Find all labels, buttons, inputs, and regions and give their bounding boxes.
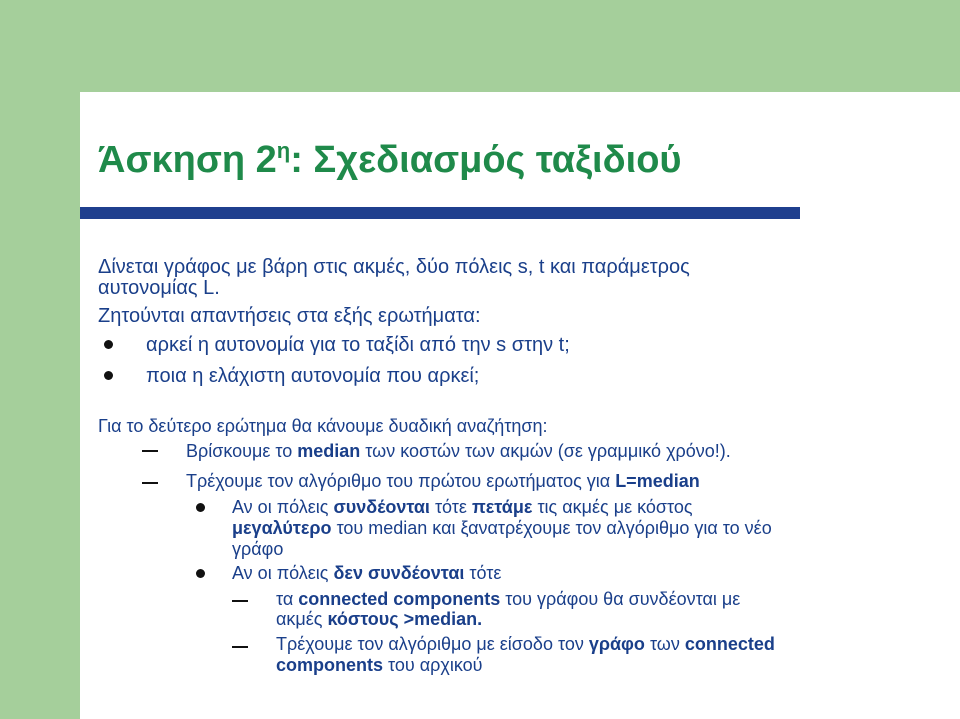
title-underline-bar [80,207,800,219]
bullet-dot-icon [196,503,205,512]
dash-bullet-icon [232,646,248,648]
sub-2-line-2: components του αρχικού [276,655,483,675]
bullet-dot-icon [104,371,113,380]
step-2: Τρέχουμε τον αλγόριθμο του πρώτου ερωτήματος για L=median [186,471,700,491]
case-1-line-3: γράφο [232,539,284,559]
top-decorative-band [80,0,960,92]
step-1: Βρίσκουμε το median των κοστών των ακμών (σε γραμμικό χρόνο!). [186,441,731,461]
dash-bullet-icon [142,482,158,484]
intro-line-1: Δίνεται γράφος με βάρη στις ακμές, δύο πόλεις s, t και παράμετρος [98,256,690,278]
case-1-line-1: Αν οι πόλεις συνδέονται τότε πετάμε τις ακμές με κόστος [232,497,693,517]
case-2: Αν οι πόλεις δεν συνδέονται τότε [232,563,502,583]
question-2: ποια η ελάχιστη αυτονομία που αρκεί; [146,365,480,387]
sub-2-line-1: Τρέχουμε τον αλγόριθμο με είσοδο τον γράφο των connected [276,634,775,654]
slide-title: Άσκηση $2^\eta$: Σχεδιασμός ταξιδιού [98,138,682,181]
dash-bullet-icon [142,450,158,452]
dash-bullet-icon [232,600,248,602]
sub-1-line-2: ακμές κόστους >median. [276,609,483,629]
question-1: αρκεί η αυτονομία για το ταξίδι από την s στην t; [146,334,570,356]
binary-search-intro: Για το δεύτερο ερώτημα θα κάνουμε δυαδική αναζήτηση: [98,416,548,436]
bullet-dot-icon [196,569,205,578]
questions-intro: Ζητούνται απαντήσεις στα εξής ερωτήματα: [98,305,481,327]
case-1-line-2: μεγαλύτερο του median και ξανατρέχουμε τον αλγόριθμο για το νέο [232,518,772,538]
bullet-dot-icon [104,340,113,349]
intro-line-2: αυτονομίας L. [98,277,220,299]
left-decorative-bar [0,0,80,719]
sub-1-line-1: τα connected components του γράφου θα συνδέονται με [276,589,741,609]
